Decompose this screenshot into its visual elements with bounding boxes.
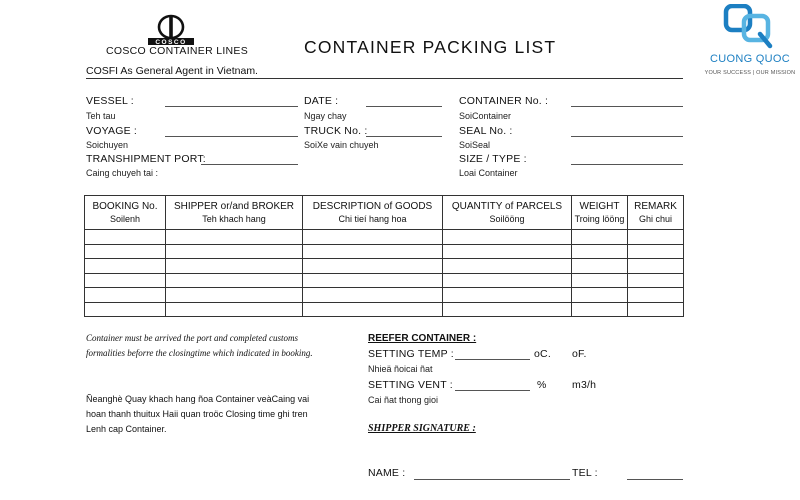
vessel-label: VESSEL : [86, 95, 134, 107]
date-label: DATE : [304, 95, 339, 107]
voyage-label: VOYAGE : [86, 125, 138, 137]
container-no-vn-label: SoiContainer [459, 111, 512, 121]
brand-slogan: YOUR SUCCESS | OUR MISSION [704, 70, 796, 76]
vessel-vn-label: Teh tau [86, 111, 116, 121]
table-cell[interactable] [166, 273, 303, 288]
table-cell[interactable] [303, 288, 443, 303]
size-type-label: SIZE / TYPE : [459, 153, 527, 165]
setting-temp-label: SETTING TEMP : [368, 348, 454, 360]
table-cell[interactable] [303, 259, 443, 274]
table-cell[interactable] [303, 230, 443, 245]
setting-vent-line[interactable] [455, 390, 530, 391]
table-cell[interactable] [166, 244, 303, 259]
table-cell[interactable] [572, 259, 628, 274]
table-cell[interactable] [303, 302, 443, 317]
temp-unit-f: oF. [572, 348, 587, 360]
tel-label: TEL : [572, 467, 598, 479]
notice-en-line-1: Container must be arrived the port and completed customs [86, 333, 298, 343]
container-no-label: CONTAINER No. : [459, 95, 549, 107]
notice-vn-line-1: Ñeanghè Quay khach hang ñoa Container veàCaing vai [86, 394, 310, 404]
col-description: DESCRIPTION of GOODS Chi tieí hang hoa [303, 196, 443, 230]
table-body [85, 230, 684, 317]
document-title: CONTAINER PACKING LIST [304, 37, 557, 57]
size-type-vn-label: Loai Container [459, 168, 518, 178]
setting-temp-vn-label: Nhieä ñoicai ñat [368, 364, 433, 374]
table-cell[interactable] [303, 273, 443, 288]
table-cell[interactable] [572, 273, 628, 288]
setting-vent-vn-label: Cai ñat thong gioi [368, 395, 439, 405]
notice-vn-line-2: hoan thanh thuitux Haii quan troöc Closing time ghi tren [86, 409, 308, 419]
agent-line: COSFI As General Agent in Vietnam. [86, 65, 258, 77]
truck-no-line[interactable] [366, 136, 442, 137]
table-cell[interactable] [443, 230, 572, 245]
table-cell[interactable] [443, 302, 572, 317]
table-cell[interactable] [572, 288, 628, 303]
notice-vn-line-3: Lenh cap Container. [86, 424, 167, 434]
date-vn-label: Ngay chay [304, 111, 347, 121]
vessel-line[interactable] [165, 106, 298, 107]
setting-temp-line[interactable] [455, 359, 530, 360]
table-row [85, 244, 684, 259]
transhipment-port-line[interactable] [201, 164, 298, 165]
table-cell[interactable] [85, 259, 166, 274]
setting-vent-label: SETTING VENT : [368, 379, 453, 391]
container-no-line[interactable] [571, 106, 683, 107]
notice-en-line-2: formalities beforre the closingtime which indicated in booking. [86, 348, 313, 358]
table-row [85, 302, 684, 317]
svg-text:COSCO: COSCO [155, 39, 187, 46]
table-cell[interactable] [628, 273, 684, 288]
table-cell[interactable] [166, 230, 303, 245]
col-remark: REMARK Ghi chui [628, 196, 684, 230]
table-cell[interactable] [303, 244, 443, 259]
seal-no-line[interactable] [571, 136, 683, 137]
table-row [85, 273, 684, 288]
table-cell[interactable] [628, 302, 684, 317]
col-weight: WEIGHT Troing lööng [572, 196, 628, 230]
table-cell[interactable] [85, 273, 166, 288]
table-cell[interactable] [628, 230, 684, 245]
brand-name: CUONG QUOC [710, 53, 790, 65]
table-cell[interactable] [443, 259, 572, 274]
table-cell[interactable] [628, 288, 684, 303]
name-label: NAME : [368, 467, 406, 479]
table-header-row [85, 196, 684, 230]
col-booking-no: BOOKING No. Soilenh [85, 196, 166, 230]
table-cell[interactable] [166, 259, 303, 274]
table-cell[interactable] [166, 288, 303, 303]
table-cell[interactable] [443, 273, 572, 288]
table-row [85, 259, 684, 274]
temp-unit-c: oC. [534, 348, 551, 360]
company-name: COSCO CONTAINER LINES [106, 45, 249, 57]
seal-no-label: SEAL No. : [459, 125, 513, 137]
name-line[interactable] [414, 479, 570, 480]
vent-unit: m3/h [572, 379, 597, 391]
col-shipper: SHIPPER or/and BROKER Teh khach hang [166, 196, 303, 230]
shipper-signature-title: SHIPPER SIGNATURE : [368, 423, 476, 434]
tel-line[interactable] [627, 479, 683, 480]
table-cell[interactable] [166, 302, 303, 317]
date-line[interactable] [366, 106, 442, 107]
table-row [85, 230, 684, 245]
packing-table [84, 195, 684, 317]
truck-no-vn-label: SoiXe vain chuyeh [304, 140, 379, 150]
truck-no-label: TRUCK No. : [304, 125, 368, 137]
seal-no-vn-label: SoiSeal [459, 140, 491, 150]
transhipment-port-label: TRANSHIPMENT PORT: [86, 153, 206, 165]
table-cell[interactable] [628, 244, 684, 259]
table-cell[interactable] [443, 244, 572, 259]
col-quantity: QUANTITY of PARCELS Soilööng [443, 196, 572, 230]
table-cell[interactable] [572, 302, 628, 317]
table-cell[interactable] [628, 259, 684, 274]
table-row [85, 288, 684, 303]
cosco-logo [148, 14, 194, 46]
table-cell[interactable] [85, 302, 166, 317]
table-cell[interactable] [572, 244, 628, 259]
table-cell[interactable] [572, 230, 628, 245]
table-cell[interactable] [85, 230, 166, 245]
header-divider [86, 78, 683, 79]
size-type-line[interactable] [571, 164, 683, 165]
table-cell[interactable] [85, 288, 166, 303]
table-cell[interactable] [85, 244, 166, 259]
voyage-vn-label: Soichuyen [86, 140, 129, 150]
table-cell[interactable] [443, 288, 572, 303]
reefer-container-title: REEFER CONTAINER : [368, 333, 477, 344]
voyage-line[interactable] [165, 136, 298, 137]
vent-percent: % [537, 379, 547, 391]
transhipment-port-vn-label: Caing chuyeh tai : [86, 168, 159, 178]
